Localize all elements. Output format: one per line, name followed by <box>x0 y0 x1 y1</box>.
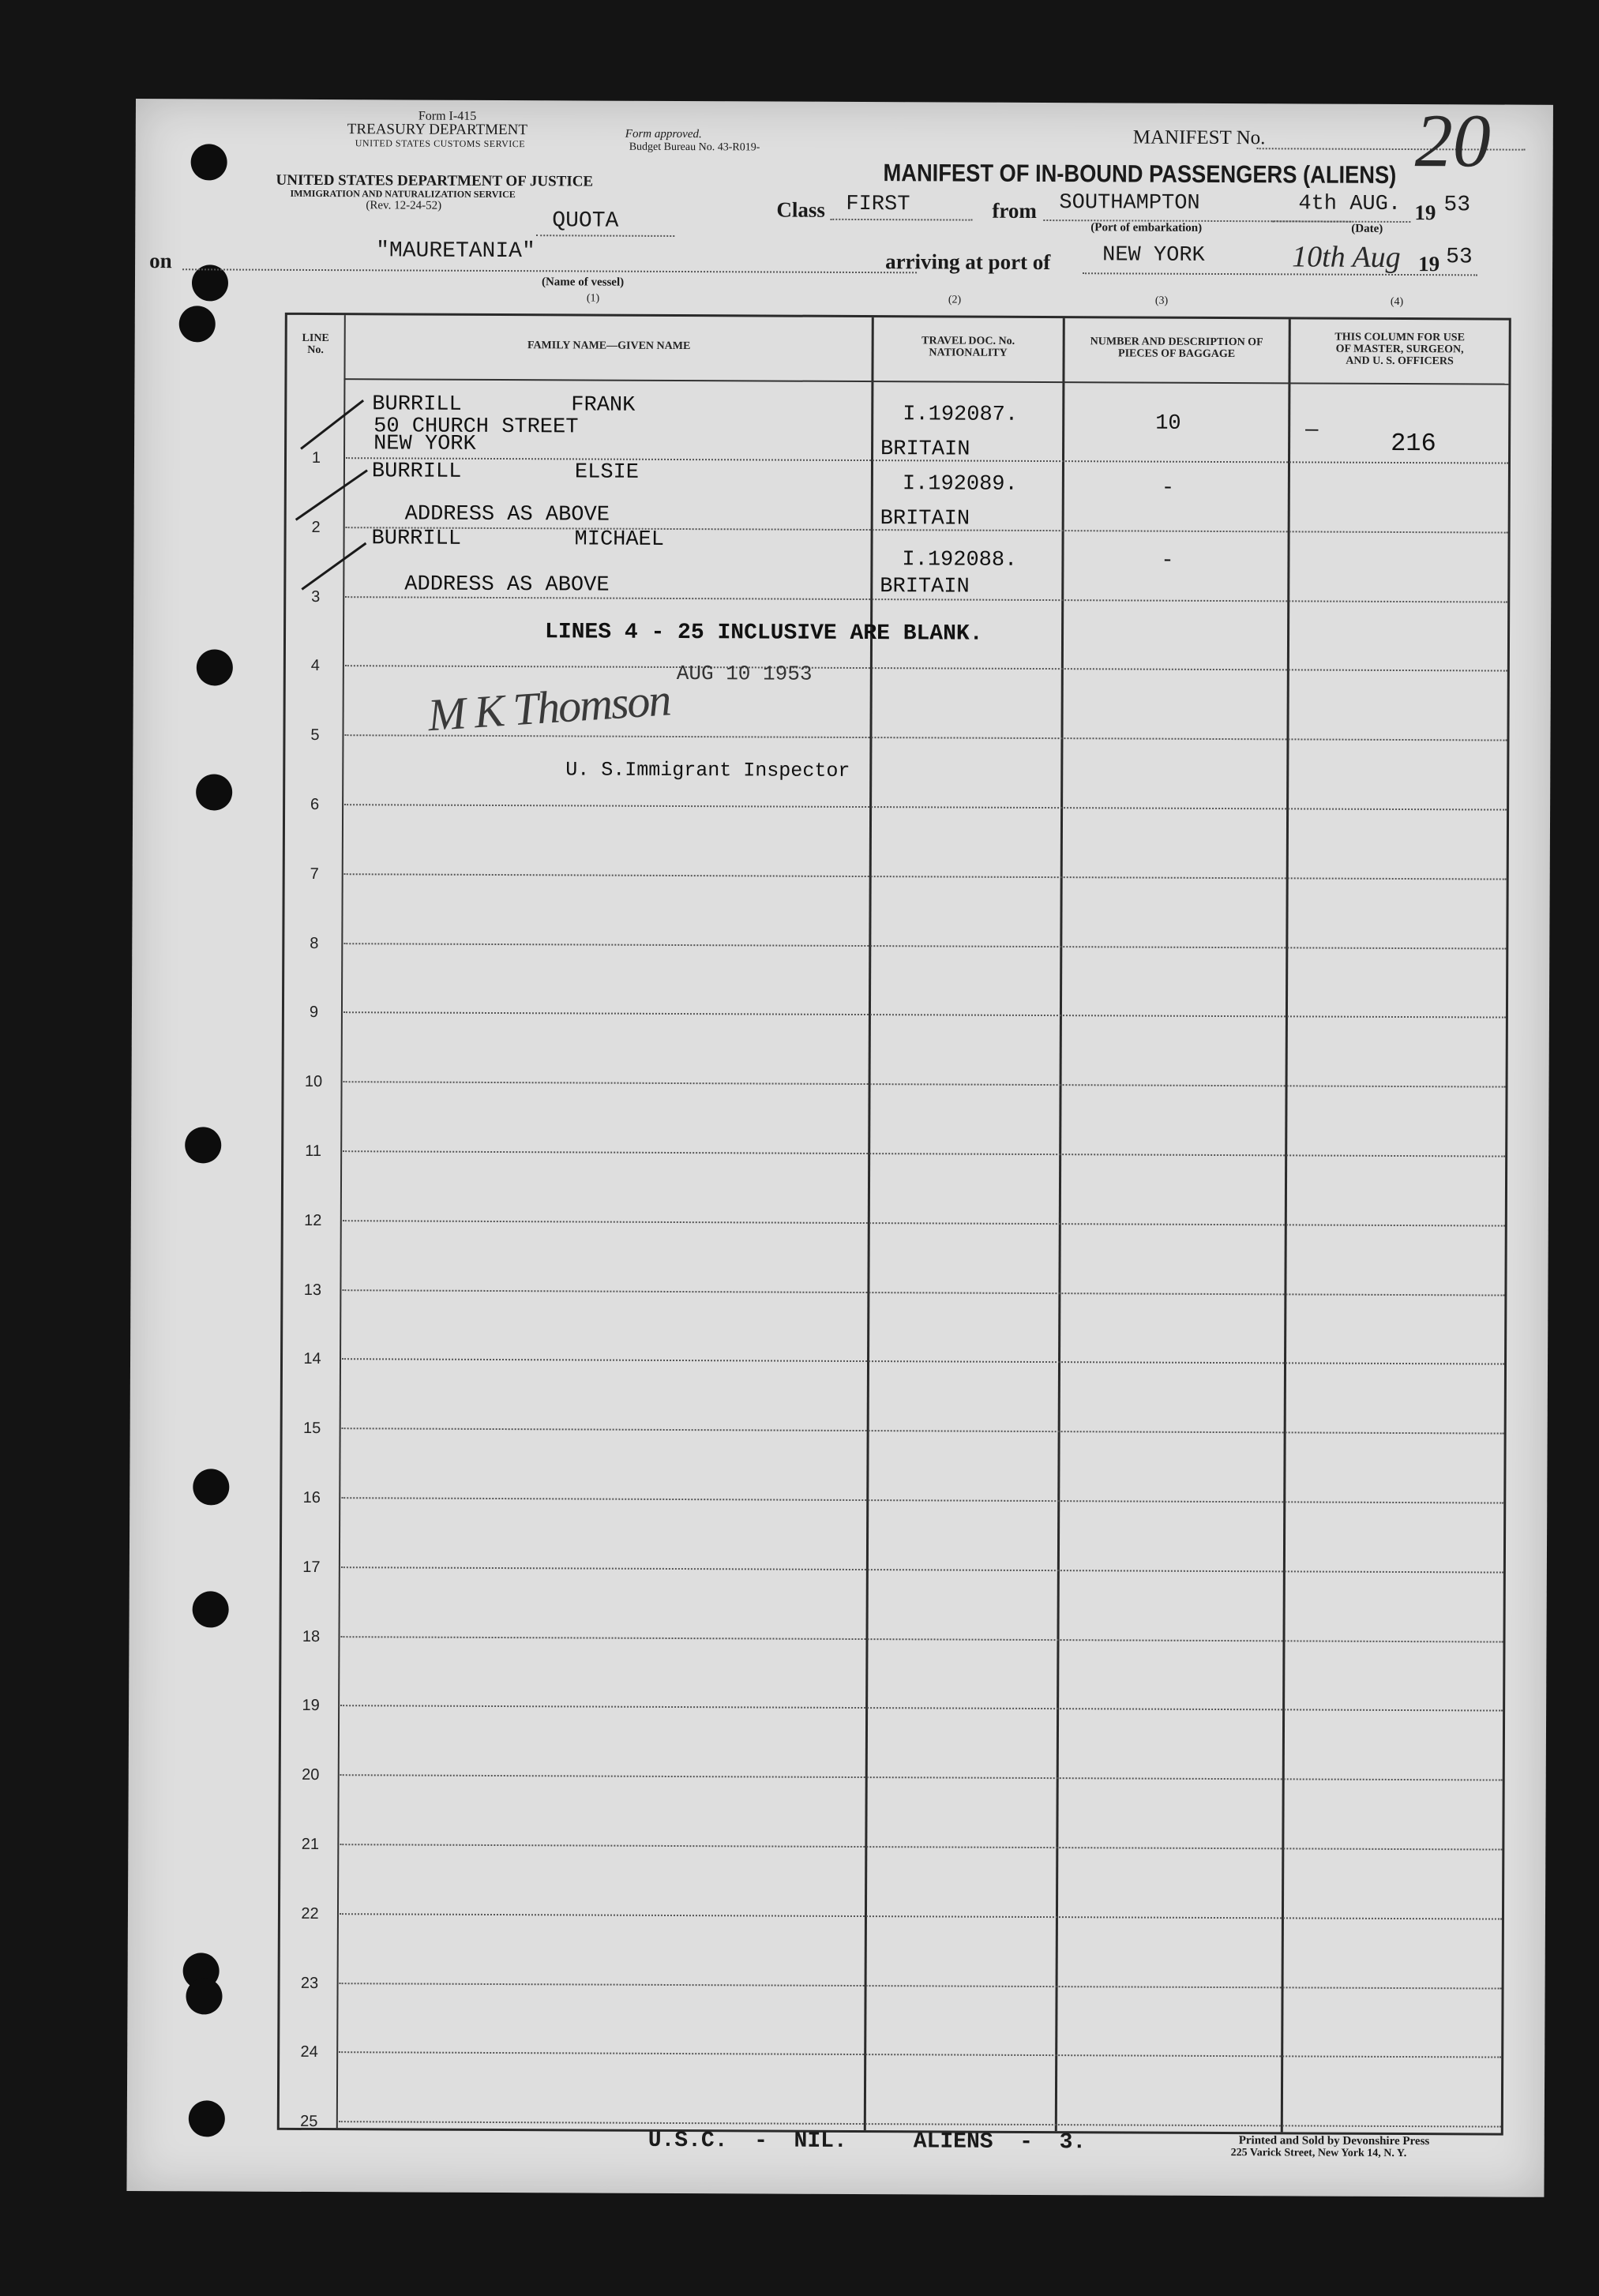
entry-2-address: ADDRESS AS ABOVE <box>404 502 610 527</box>
line-number: 2 <box>311 518 321 537</box>
line-number: 22 <box>301 1904 319 1923</box>
entry-3-given: MICHAEL <box>574 527 665 552</box>
line-number: 6 <box>310 795 320 814</box>
vessel-line <box>182 268 917 273</box>
row-line <box>339 2051 1501 2058</box>
line-number: 19 <box>302 1696 320 1715</box>
line-number: 4 <box>310 656 320 675</box>
from-label: from <box>992 198 1037 223</box>
from-value: SOUTHAMPTON <box>1059 191 1200 216</box>
row-line <box>340 1774 1503 1780</box>
form-number: Form I-415 <box>418 109 477 123</box>
ins-service: IMMIGRATION AND NATURALIZATION SERVICE <box>290 187 516 201</box>
binder-hole <box>189 2100 225 2137</box>
manifest-no-label: MANIFEST No. <box>1132 126 1266 149</box>
line-number: 9 <box>309 1003 319 1022</box>
entry-3-nationality: BRITAIN <box>880 575 970 599</box>
header-divider <box>343 378 1508 385</box>
row-line <box>340 1844 1502 1850</box>
row-line <box>343 1011 1506 1018</box>
date-value: 4th AUG. <box>1298 192 1402 216</box>
row-line <box>344 804 1507 810</box>
arriving-label: arriving at port of <box>885 249 1051 275</box>
entry-1-nationality: BRITAIN <box>880 437 970 462</box>
line-number: 17 <box>302 1558 321 1577</box>
entry-1-address1: 50 CHURCH STREET <box>373 415 579 440</box>
justice-dept: UNITED STATES DEPARTMENT OF JUSTICE <box>276 171 594 190</box>
treasury-dept: TREASURY DEPARTMENT <box>347 121 528 139</box>
vessel-caption: (Name of vessel) <box>541 276 625 289</box>
line-number: 8 <box>310 934 319 953</box>
col-num-1: (1) <box>586 292 600 305</box>
binder-hole <box>186 1978 222 2014</box>
check-mark <box>300 400 364 450</box>
on-label: on <box>149 249 172 273</box>
row-line <box>342 1289 1504 1296</box>
budget-bureau: Budget Bureau No. 43-R019- <box>629 141 760 154</box>
quota-label: QUOTA <box>552 208 619 234</box>
embark-caption: (Port of embarkation) <box>1090 221 1203 234</box>
arrival-date: 10th Aug <box>1292 240 1401 274</box>
binder-hole <box>196 774 232 810</box>
line-number: 20 <box>302 1765 320 1784</box>
row-line <box>340 1636 1503 1642</box>
manifest-page <box>126 99 1553 2197</box>
customs-service: UNITED STATES CUSTOMS SERVICE <box>355 137 526 150</box>
binder-hole <box>193 1591 229 1627</box>
entry-2-doc: I.192089. <box>902 472 1018 497</box>
arrival-port: NEW YORK <box>1102 243 1205 268</box>
entry-1-doc: I.192087. <box>903 403 1019 427</box>
binder-hole <box>197 649 233 685</box>
entry-1-address2: NEW YORK <box>373 432 476 456</box>
inspector-signature: M K Thomson <box>426 673 672 741</box>
header-baggage: NUMBER AND DESCRIPTION OF PIECES OF BAGGAGE <box>1090 336 1263 361</box>
date-line <box>1272 220 1410 223</box>
col-num-3: (3) <box>1154 295 1169 307</box>
row-line <box>343 943 1506 949</box>
line-number: 13 <box>303 1281 322 1300</box>
header-officers: THIS COLUMN FOR USE OF MASTER, SURGEON, AND U. S. OFFICERS <box>1334 331 1465 368</box>
binder-hole <box>191 144 227 180</box>
line-number: 21 <box>301 1835 320 1854</box>
line-number: 16 <box>302 1488 321 1507</box>
vessel-value: "MAURETANIA" <box>376 238 535 264</box>
blank-lines-note: LINES 4 - 25 INCLUSIVE ARE BLANK. <box>544 620 983 647</box>
binder-hole <box>193 1469 229 1505</box>
entry-2-family: BURRILL <box>371 460 462 484</box>
entry-1-family: BURRILL <box>372 392 462 417</box>
entry-1-officer-dash: — <box>1305 418 1319 443</box>
line-number: 3 <box>311 587 321 606</box>
entry-3-address: ADDRESS AS ABOVE <box>404 572 610 598</box>
class-label: Class <box>776 197 825 222</box>
approval-note: Form approved. <box>625 127 702 141</box>
row-line <box>342 1358 1504 1364</box>
date-caption: (Date) <box>1351 222 1383 235</box>
row-line <box>341 1566 1503 1573</box>
line-number: 18 <box>302 1627 321 1646</box>
row-line <box>344 873 1507 880</box>
inspector-title: U. S.Immigrant Inspector <box>565 758 850 782</box>
line-number: 15 <box>302 1419 321 1438</box>
line-number: 12 <box>304 1211 322 1230</box>
entry-1-baggage: 10 <box>1155 411 1181 436</box>
year-prefix: 19 <box>1414 201 1436 225</box>
entry-3-family: BURRILL <box>371 527 462 551</box>
revision-date: (Rev. 12-24-52) <box>366 199 442 212</box>
class-line <box>830 219 972 221</box>
class-value: FIRST <box>846 192 910 217</box>
check-mark <box>301 542 366 591</box>
binder-hole <box>185 1127 221 1163</box>
col-num-2: (2) <box>948 294 962 306</box>
row-line <box>342 1427 1504 1434</box>
entry-2-nationality: BRITAIN <box>880 507 970 531</box>
manifest-title: MANIFEST OF IN-BOUND PASSENGERS (ALIENS) <box>883 159 1397 189</box>
arrival-year-prefix: 19 <box>1418 252 1440 276</box>
entry-2-given: ELSIE <box>574 460 640 485</box>
row-line <box>340 1983 1502 1989</box>
quota-line <box>536 234 674 237</box>
line-number: 23 <box>300 1974 319 1993</box>
entry-3-baggage: - <box>1161 549 1174 573</box>
col-num-4: (4) <box>1390 295 1404 309</box>
year-value: 53 <box>1443 193 1471 218</box>
row-line <box>339 2121 1501 2127</box>
line-number: 11 <box>305 1142 322 1161</box>
arrival-year: 53 <box>1446 245 1473 270</box>
binder-hole <box>179 306 216 342</box>
line-number: 10 <box>304 1072 323 1091</box>
manifest-no-value: 20 <box>1414 98 1492 183</box>
printer-line-2: 225 Varick Street, New York 14, N. Y. <box>1230 2147 1407 2160</box>
row-line <box>345 665 1507 671</box>
row-line <box>341 1497 1503 1503</box>
row-line <box>340 1913 1502 1919</box>
check-mark <box>295 469 368 520</box>
line-number: 7 <box>310 865 319 884</box>
header-line-no: LINE No. <box>302 332 329 357</box>
line-number: 5 <box>310 726 320 745</box>
entry-1-given: FRANK <box>571 393 636 418</box>
entry-2-baggage: - <box>1161 476 1175 501</box>
entry-3-doc: I.192088. <box>902 548 1018 572</box>
line-number: 14 <box>303 1349 321 1368</box>
entry-1-officer-note: 216 <box>1391 428 1436 459</box>
line-number: 1 <box>311 448 321 467</box>
row-line <box>343 1081 1506 1087</box>
header-travel-doc: TRAVEL DOC. No. NATIONALITY <box>921 335 1015 359</box>
row-line <box>340 1705 1503 1711</box>
line-number: 25 <box>300 2112 318 2131</box>
header-name: FAMILY NAME—GIVEN NAME <box>527 340 691 353</box>
date-stamp: AUG 10 1953 <box>676 661 813 686</box>
row-line <box>343 1220 1505 1226</box>
footer-summary: U.S.C. - NIL. ALIENS - 3. <box>647 2128 1087 2155</box>
line-number: 24 <box>300 2043 318 2062</box>
printer-line-1: Printed and Sold by Devonshire Press <box>1238 2134 1430 2148</box>
row-line <box>343 1150 1505 1157</box>
passenger-table <box>277 313 1511 2136</box>
